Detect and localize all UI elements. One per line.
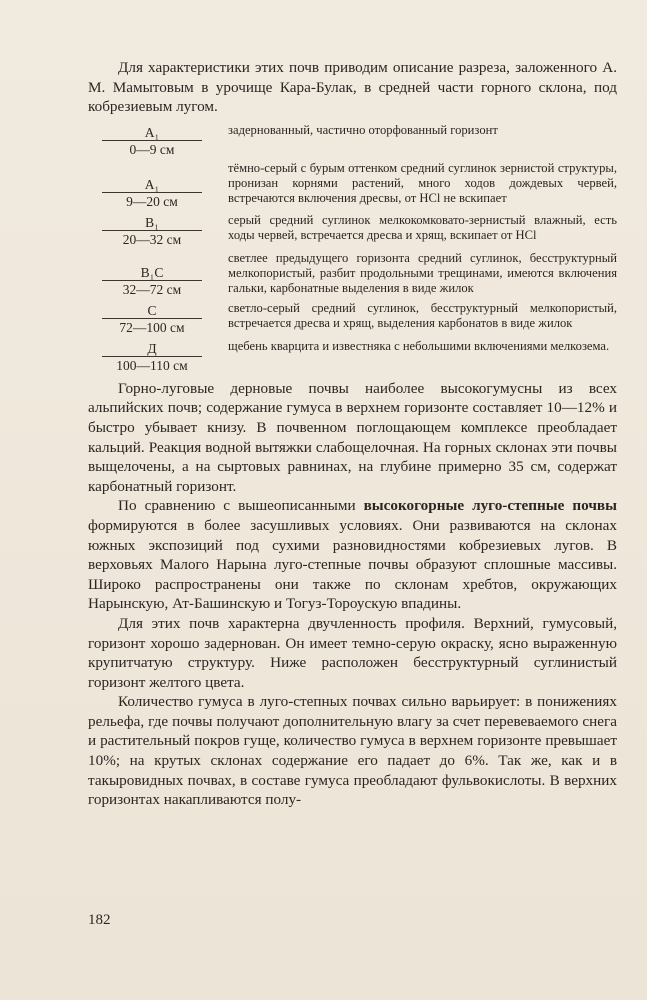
paragraph-text: формируются в более засушливых условиях. Они развиваются на склонах южных экспозиций под сухими разновидностями кобрезиевых лугов. В верховьях Малого Нарына луго-степные почвы образуют сплошные массивы. Широко распространены они также по склонам хребтов, окружающих Нарынскую, Ат-Башинскую и Тогуз-Тороускую впадины. [88,516,617,613]
horizon-row [88,123,617,157]
horizon-depth: 20—32 см [102,230,202,247]
horizon-label [88,213,216,247]
horizon-name: B₁ [145,214,159,230]
horizon-label [88,123,216,157]
horizon-description: щебень кварцита и известняка с небольшими включениями мелкозема. [228,338,610,353]
horizon-name: Д [147,340,157,356]
horizon-description: тёмно-серый с бурым оттенком средний суглинок зернистой структуры, пронизан корнями растений, много ходов дождевых червей, встречаются включения дресвы, от HCl не вскипает [228,160,617,206]
horizon-name: A₁ [144,176,160,192]
horizon-row [88,161,617,209]
horizon-label [88,161,216,209]
horizon-row [88,251,617,297]
horizon-row [88,213,617,247]
paragraph [88,496,617,614]
horizon-depth: 72—100 см [102,318,202,335]
horizon-label [88,251,216,297]
horizon-row [88,339,617,373]
horizon-label [88,339,216,373]
paragraph-text: По сравнению с вышеописанными [118,497,364,515]
intro-paragraph: Для характеристики этих почв приводим описание разреза, заложенного А. М. Мамытовым в урочище Кара-Булак, в средней части горного склона, под кобрезиевым лугом. [88,59,617,116]
horizon-name: C [147,302,157,318]
horizon-depth: 32—72 см [102,280,202,297]
body-text [88,379,617,810]
horizon-depth: 0—9 см [102,140,202,157]
horizon-name: A₁ [144,124,160,140]
soil-profile-table [88,123,617,373]
horizon-name: B₁C [140,264,164,280]
horizon-description: задернованный, частично оторфованный горизонт [228,122,498,137]
horizon-description: серый средний суглинок мелкокомковато-зернистый влажный, есть ходы червей, встречается дресва и хрящ, вскипает от HCl [228,212,617,242]
horizon-description: светлее предыдущего горизонта средний суглинок, бесструктурный мелкопористый, разбит продольными трещинами, имеются включения гальки, карбонатные выделения в виде жилок [228,250,617,296]
paragraph: Горно-луговые дерновые почвы наиболее высокогумусны из всех альпийских почв; содержание гумуса в верхнем горизонте составляет 10—12% и быстро убывает книзу. В почвенном поглощающем комплексе преобладает кальций. Реакция водной вытяжки слабощелочная. На горных склонах эти почвы выщелочены, а на сыртовых равнинах, на глубине примерно 35 см, содержат карбонатный горизонт. [88,379,617,495]
horizon-depth: 100—110 см [102,356,202,373]
horizon-depth: 9—20 см [102,192,202,209]
bold-term: высокогорные луго-степные почвы [363,497,617,515]
page-number: 182 [88,912,111,928]
paragraph: Количество гумуса в луго-степных почвах сильно варьирует: в понижениях рельефа, где почвы получают дополнительную влагу за счет перевеваемого снега и растительный покров гуще, количество гумуса в верхнем горизонте превышает 10%; на крутых склонах содержание его падает до 6%. Так же, как и в такыровидных почвах, в составе гумуса преобладают фульвокислоты. В верхних горизонтах накапливаются полу- [88,693,617,809]
paragraph: Для этих почв характерна двучленность профиля. Верхний, гумусовый, горизонт хорошо задернован. Он имеет темно-серую окраску, ясно выраженную крупитчатую структуру. Ниже расположен бесструктурный суглинистый горизонт желтого цвета. [88,614,617,691]
horizon-description: светло-серый средний суглинок, бесструктурный мелкопористый, встречается дресва и хрящ, выделения карбонатов в виде жилок [228,300,617,330]
horizon-label [88,301,216,335]
horizon-row [88,301,617,335]
